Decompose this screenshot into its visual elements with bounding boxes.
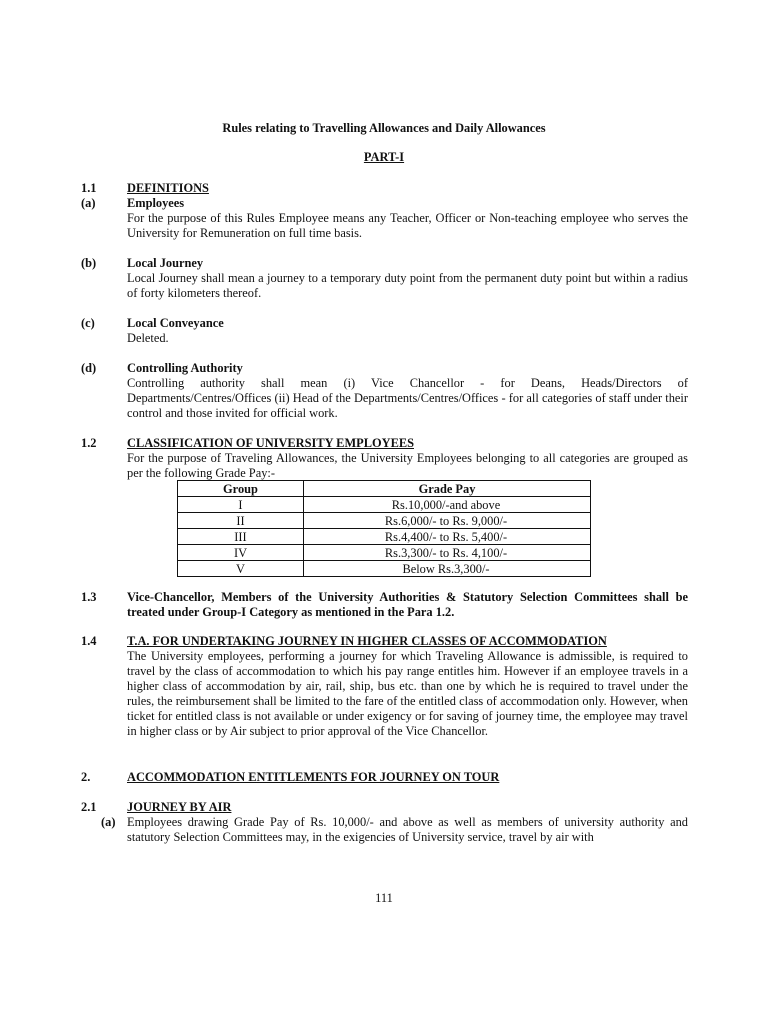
- section-heading-journey-by-air: JOURNEY BY AIR: [127, 800, 232, 814]
- item-text-controlling-authority: Controlling authority shall mean (i) Vice Chancellor - for Deans, Heads/Directors of Departments/Centres/Offices (ii) Head of the Departments/Centres/Offices - for all categories of staff under their control and those invited for official work.: [127, 376, 688, 420]
- item-heading-local-conveyance: Local Conveyance: [127, 316, 224, 330]
- item-label-2-1-a: (a): [101, 815, 116, 829]
- table-header-group: Group: [178, 481, 304, 497]
- section-text-higher-classes: The University employees, performing a journey for which Traveling Allowance is admissible, is required to travel by the class of accommodation to which his pay range entitles him. However if an employee travels in a higher class of accommodation by air, rail, ship, bus etc. than one by which he is required to travel under the rules, the reimbursement shall be limited to the fare of the entitled class of accommodation only. However, when ticket for entitled class is not available or under exigency or for saving of journey time, the employee may travel in higher class or by Air subject to prior approval of the Vice Chancellor.: [127, 649, 688, 738]
- section-number-1-1: 1.1: [81, 181, 97, 195]
- table-row: [178, 513, 591, 529]
- item-heading-employees: Employees: [127, 196, 185, 210]
- section-number-1-2: 1.2: [81, 436, 97, 450]
- item-label-d: (d): [81, 361, 97, 375]
- item-text-local-journey: Local Journey shall mean a journey to a temporary duty point from the permanent duty point but within a radius of forty kilometers thereof.: [127, 271, 688, 300]
- section-text-vice-chancellor: Vice-Chancellor, Members of the University Authorities & Statutory Selection Committees shall be treated under Group-I Category as mentioned in the Para 1.2.: [127, 590, 688, 619]
- item-heading-controlling-authority: Controlling Authority: [127, 361, 243, 375]
- table-row: [178, 561, 591, 577]
- section-number-1-3: 1.3: [81, 590, 97, 604]
- table-cell-grade-pay: Rs.4,400/- to Rs. 5,400/-: [304, 529, 591, 545]
- page-number: 111: [375, 891, 393, 905]
- table-row: [178, 529, 591, 545]
- table-row: [178, 497, 591, 513]
- item-text-local-conveyance: Deleted.: [127, 331, 169, 345]
- section-number-2-1: 2.1: [81, 800, 97, 814]
- table-cell-group: III: [178, 529, 304, 545]
- item-label-c: (c): [81, 316, 95, 330]
- item-text-employees: For the purpose of this Rules Employee means any Teacher, Officer or Non-teaching employee who serves the University for Remuneration on full time basis.: [127, 211, 688, 240]
- table-cell-group: V: [178, 561, 304, 577]
- item-label-b: (b): [81, 256, 97, 270]
- table-cell-grade-pay: Rs.10,000/-and above: [304, 497, 591, 513]
- table-header-grade-pay: Grade Pay: [304, 481, 591, 497]
- section-heading-higher-classes: T.A. FOR UNDERTAKING JOURNEY IN HIGHER CLASSES OF ACCOMMODATION: [127, 634, 607, 648]
- grade-pay-table: [177, 480, 591, 577]
- table-cell-grade-pay: Below Rs.3,300/-: [304, 561, 591, 577]
- table-cell-group: IV: [178, 545, 304, 561]
- table-cell-group: I: [178, 497, 304, 513]
- part-heading: PART-I: [363, 150, 405, 164]
- table-row: [178, 545, 591, 561]
- section-number-2: 2.: [81, 770, 91, 784]
- section-heading-definitions: DEFINITIONS: [127, 181, 209, 195]
- section-text-classification: For the purpose of Traveling Allowances, the University Employees belonging to all categories are grouped as per the following Grade Pay:-: [127, 451, 688, 480]
- section-heading-classification: CLASSIFICATION OF UNIVERSITY EMPLOYEES: [127, 436, 414, 450]
- section-number-1-4: 1.4: [81, 634, 97, 648]
- table-cell-grade-pay: Rs.6,000/- to Rs. 9,000/-: [304, 513, 591, 529]
- table-cell-group: II: [178, 513, 304, 529]
- table-cell-grade-pay: Rs.3,300/- to Rs. 4,100/-: [304, 545, 591, 561]
- section-heading-accommodation: ACCOMMODATION ENTITLEMENTS FOR JOURNEY ON TOUR: [127, 770, 500, 784]
- item-heading-local-journey: Local Journey: [127, 256, 204, 270]
- item-text-journey-by-air: Employees drawing Grade Pay of Rs. 10,000/- and above as well as members of university authority and statutory Selection Committees may, in the exigencies of University service, travel by air with: [127, 815, 688, 844]
- table-header-row: [178, 481, 591, 497]
- document-title: Rules relating to Travelling Allowances and Daily Allowances: [222, 121, 546, 135]
- item-label-a: (a): [81, 196, 96, 210]
